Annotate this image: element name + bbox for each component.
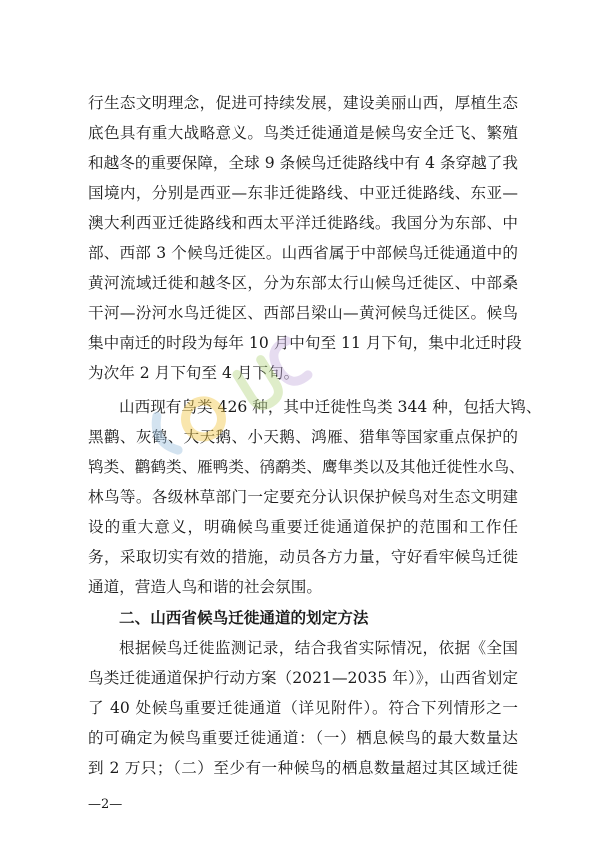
text-line: 底色具有重大战略意义。鸟类迁徙通道是候鸟安全迁飞、繁殖 [88, 124, 518, 142]
text-line: 集中南迁的时段为每年 10 月中旬至 11 月下旬，集中北迁时段 [88, 334, 522, 352]
text-line: 山西现有鸟类 426 种，其中迁徙性鸟类 344 种，包括大鸨、 [119, 398, 542, 416]
text-line: 和越冬的重要保障，全球 9 条候鸟迁徙路线中有 4 条穿越了我 [88, 154, 518, 172]
text-line: 根据候鸟迁徙监测记录，结合我省实际情况，依据《全国 [119, 639, 518, 657]
text-line: 了 40 处候鸟重要迁徙通道（详见附件）。符合下列情形之一 [88, 699, 518, 717]
text-line: 鸟类迁徙通道保护行动方案（2021—2035 年）》，山西省划定 [88, 669, 518, 687]
watermark-logo [118, 315, 358, 475]
text-line: 行生态文明理念，促进可持续发展，建设美丽山西，厚植生态 [88, 94, 518, 112]
text-line: 务，采取切实有效的措施，动员各方力量，守好看牢候鸟迁徙 [88, 548, 518, 566]
section-heading: 二、山西省候鸟迁徙通道的划定方法 [119, 609, 369, 627]
text-line: 到 2 万只；（二）至少有一种候鸟的栖息数量超过其区域迁徙 [88, 759, 518, 777]
text-line: 澳大利西亚迁徙路线和西太平洋迁徙路线。我国分为东部、中 [88, 214, 518, 232]
text-line: 为次年 2 月下旬至 4 月下旬。 [88, 364, 300, 382]
page-number: —2— [88, 797, 123, 812]
text-line: 黄河流域迁徙和越冬区，分为东部太行山候鸟迁徙区、中部桑 [88, 274, 518, 292]
text-line: 黑鹳、灰鹤、大天鹅、小天鹅、鸿雁、猎隼等国家重点保护的 [88, 428, 518, 446]
text-line: 部、西部 3 个候鸟迁徙区。山西省属于中部候鸟迁徙通道中的 [88, 244, 518, 262]
text-line: 国境内，分别是西亚—东非迁徙路线、中亚迁徙路线、东亚— [88, 184, 518, 202]
text-line: 鸨类、鹳鹤类、雁鸭类、鸻鹬类、鹰隼类以及其他迁徙性水鸟、 [88, 458, 525, 476]
text-line: 干河—汾河水鸟迁徙区、西部吕梁山—黄河候鸟迁徙区。候鸟 [88, 304, 518, 322]
text-line: 通道，营造人鸟和谐的社会氛围。 [88, 578, 322, 596]
text-line: 林鸟等。各级林草部门一定要充分认识保护候鸟对生态文明建 [88, 488, 518, 506]
text-line: 设的重大意义，明确候鸟重要迁徙通道保护的范围和工作任 [88, 518, 518, 536]
text-line: 的可确定为候鸟重要迁徙通道：（一）栖息候鸟的最大数量达 [88, 729, 518, 747]
